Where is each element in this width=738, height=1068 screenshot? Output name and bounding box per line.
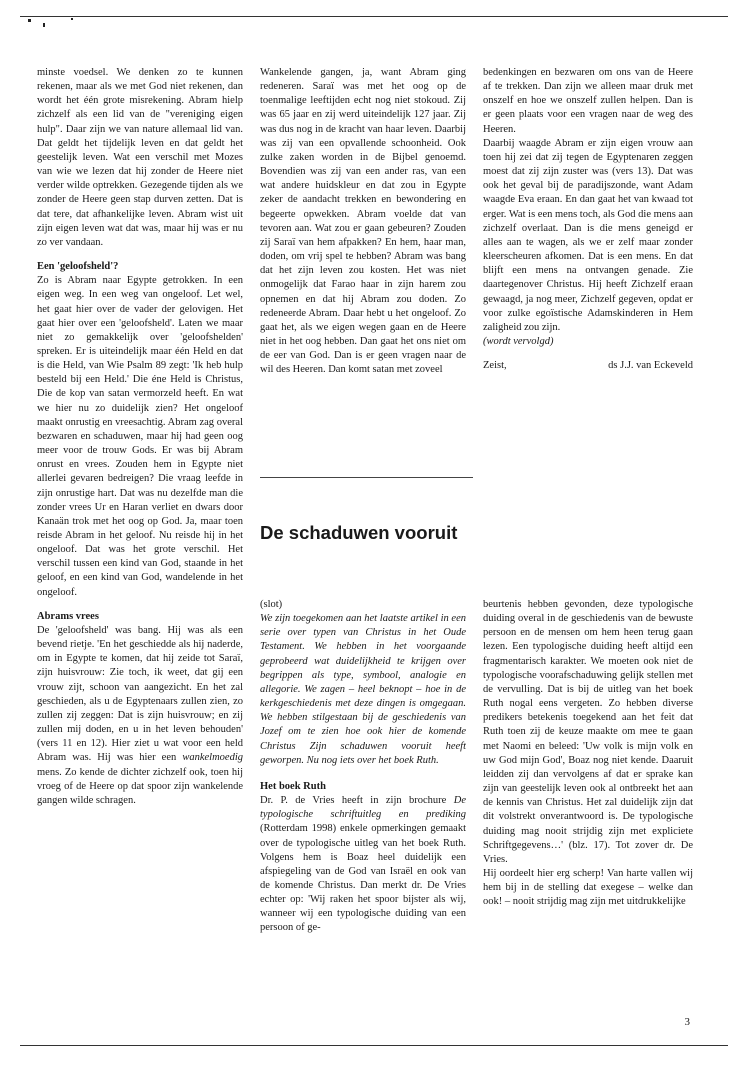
slot-label: (slot) [260, 599, 283, 610]
bottom-rule [20, 1045, 728, 1046]
paragraph: De 'geloofsheld' was bang. Hij was als een bevend rietje. 'En het geschiedde als hij naderde, om in Egypte te komen, dat hij zeide tot Saraï, zijn huisvrouw: Zie toch, ik weet, dat gij een vrouw zijt, schoon van aangezicht. En het zal geschieden, als u de Egyptenaars zullen zien, zo zullen zij zeggen: Dat is zijn huisvrouw; en zij zullen mij doden, en u in het leven behouden' (vers 11 en 12). Hier ziet u wat voor een held Abram was. Hij was hier een wankelmoedig mens. Zo kende de dichter zichzelf ook, toen hij vroeg of de Heere op dat spoor zijn wankelende gangen wilde schragen. [37, 624, 243, 806]
paragraph: Daarbij waagde Abram er zijn eigen vrouw aan toen hij zei dat zij tegen de Egyptenaren zeggen moest dat zij zijn zuster was (vers 13). Dat was ook het geval bij de paradijszonde, want Adam waagde Eva eraan. En dan gaat het van kwaad tot erger. Wat is een mens toch, als God die mens aan zichzelf overlaat. Dan is die mens geneigd er alles aan te wagen, als we er zelf maar zonder kleerscheuren afkomen. Dat is een mens. En dat blijft een mens na ontvangen genade. Zie daartegenover Christus. Hij heeft Zichzelf eraan gewaagd, ja nog meer, Zichzelf gegeven, opdat er voor zulke egoïstische Adamskinderen in Hem zaligheid zou zijn. [483, 137, 693, 333]
article-separator [260, 477, 473, 478]
paragraph: minste voedsel. We denken zo te kunnen rekenen, maar als we met God niet rekenen, dan wordt het één grote misrekening. Abram hielp zichzelf als een lid van de "vereniging eigen hulp". Daar zijn we van nature allemaal lid van. Dat geldt het tijdelijk leven en dat geldt het geestelijk leven. Wat een verschil met Mozes van wie we lezen dat hij zonder de Heere niet verder wilde optrekken. Gezegende tijden als we zonder de Heere geen stap durven zetten. Dat is dat tere, dat afhankelijke leven. Abram wist uit zijn eigen leven wat dat was, maar hij was er nu zo ver vandaan. [37, 67, 243, 248]
top-rule [20, 16, 728, 17]
paragraph: Zo is Abram naar Egypte getrokken. In een eigen weg. In een weg van ongeloof. Let wel, het gaat hier over de vader der gelovigen. Het gaat hier over een 'geloofsheld'. Laten we maar niet zo gemakkelijk over 'geloofshelden' spreken. Er is uiteindelijk maar één Held en dat is die Held, van Wie Psalm 89 zegt: 'Ik heb hulp besteld bij een Held.' Die éne Held is Christus, Die de kop van satan vermorzeld heeft. En wat we hier nu zo duidelijk zien? Het ongeloof maakt onrustig en vreesachtig. Abram zag overal bezwaren en schaduwen, maar hij had geen oog meer voor de trouw Gods. Er was bij Abram onrust en vrees. Zouden hem in Egypte niet allerlei gevaren bedreigen? Die vraag leefde in zijn onrustige hart. Dat was nu dezelfde man die zonder vrees Ur en Haran verliet en dwars door Kanaän trok met het oog op God. Ja, maar toen reisde Abram in het geloof. Nu reisde hij in het ongeloof. Dat was het grote verschil. Het verschil tussen een kind van God, staande in het geloof, en een kind van God, wandelende in het ongeloof. [37, 275, 243, 598]
article1-column-3 [483, 66, 693, 456]
scan-speck [28, 19, 31, 22]
paragraph: beurtenis hebben gevonden, deze typologische duiding overal in de geschiedenis van de bewuste persoon en de mensen om hem heen terug gaan lezen. Een typologische duiding heeft altijd een fragmentarisch karakter. We moeten ook niet de typologische voorafschaduwing gelijk stellen met de vervulling. Dat is bij de uitleg van het boek Ruth nogal eens vergeten. Zo hebben diverse predikers betekenis toegekend aan het feit dat Ruth toen zij de keuze maakte om mee te gaan met Naomi en beleed: 'Uw volk is mijn volk en uw God mijn God', Boaz nog niet kende. Daaruit leidden zij dan vervolgens af dat er sprake kan zijn van geestelijk leven ook al ontbreekt het aan de kennis van Christus. Het zal duidelijk zijn dat dit volstrekt onverantwoord is. De typologische duiding mag nooit strijdig zijn met expliciete Schriftgegevens…' (blz. 17). Tot zover dr. De Vries. [483, 599, 693, 865]
intro: We zijn toegekomen aan het laatste artikel in een serie over typen van Christus in het Oude Testament. We hebben in het voorgaande geprobeerd wat duidelijkheid te krijgen over begrippen als type, symbool, analogie en allegorie. We zagen – heel beknopt – hoe in de kerkgeschiedenis met deze dingen is omgegaan. We hebben stilgestaan bij de geschiedenis van Jozef om te zien hoe ook hier de komende Christus Zijn schaduwen vooruit heeft geworpen. Nu nog iets over het boek Ruth. [260, 613, 466, 766]
article1-column-1 [37, 66, 243, 984]
scan-speck [43, 23, 45, 27]
article1-column-2 [260, 66, 466, 462]
article2-column-1 [260, 598, 466, 984]
paragraph: Hij oordeelt hier erg scherp! Van harte vallen wij hem bij in de stelling dat exegese – welke dan ook! – nooit strijdig mag zijn met uitdrukkelijke [483, 867, 693, 908]
subheading: Abrams vrees [37, 610, 99, 622]
paragraph: Wankelende gangen, ja, want Abram ging redeneren. Saraï was met het oog op de toenmalige leeftijden echt nog niet stokoud. Zij was 65 jaar en zij werd uiteindelijk 127 jaar. Zij was dus nog in de kracht van haar leven. Daarbij was zij van een opvallende schoonheid. Ook zulke zaken worden in de Bijbel genoemd. Bovendien was zij van een ander ras, van een wat andere huidskleur en dat zou in Egypte zeker de aandacht trekken en bewondering en begeerte opwekken. Abram voelde dat van tevoren aan. Wat zou er gaan gebeuren? Zouden zij Saraï van hem afpakken? En hem, haar man, doden, om vrij spel te hebben? Abram was bang dat het zijn leven zou kosten. Het was niet onmogelijk dat Farao haar in zijn harem zou opnemen en dat hij Abram zou doden. Zo redeneerde Abram. Daar hebt u het ongeloof. Zo gaat het, als we eigen wegen gaan en de Heere niet in het oog hebben. Dan gaat het ons niet om de eer van God. Dan is er geen vragen naar de wil des Heeren. Dan komt satan met zoveel [260, 67, 466, 376]
signature-place: Zeist, [483, 360, 507, 372]
article2-column-2 [483, 598, 693, 984]
subheading: Het boek Ruth [260, 780, 326, 792]
subheading: Een 'geloofsheld'? [37, 261, 119, 273]
page-number: 3 [684, 1016, 690, 1028]
paragraph: bedenkingen en bezwaren om ons van de Heere af te trekken. Dan zijn we alleen maar druk met onszelf en hoe we onszelf zullen helpen. Dan is er geen plaats voor een vragen naar de weg des Heeren. [483, 67, 693, 135]
article2-title: De schaduwen vooruit [260, 522, 458, 543]
scan-speck [71, 18, 73, 20]
paragraph: Dr. P. de Vries heeft in zijn brochure De typologische schriftuitleg en prediking (Rotterdam 1998) enkele opmerkingen gemaakt over de typologische uitleg van het boek Ruth. Volgens hem is Boaz heel duidelijk een afspiegeling van de God van Israël en ook van de komende Christus. Dan merkt dr. De Vries echter op: 'Wij raken het spoor bijster als wij, wanneer wij een typologische duiding van een persoon of ge- [260, 795, 466, 934]
signature [483, 359, 693, 373]
continued-note: (wordt vervolgd) [483, 335, 554, 347]
signature-name: ds J.J. van Eckeveld [608, 360, 693, 372]
